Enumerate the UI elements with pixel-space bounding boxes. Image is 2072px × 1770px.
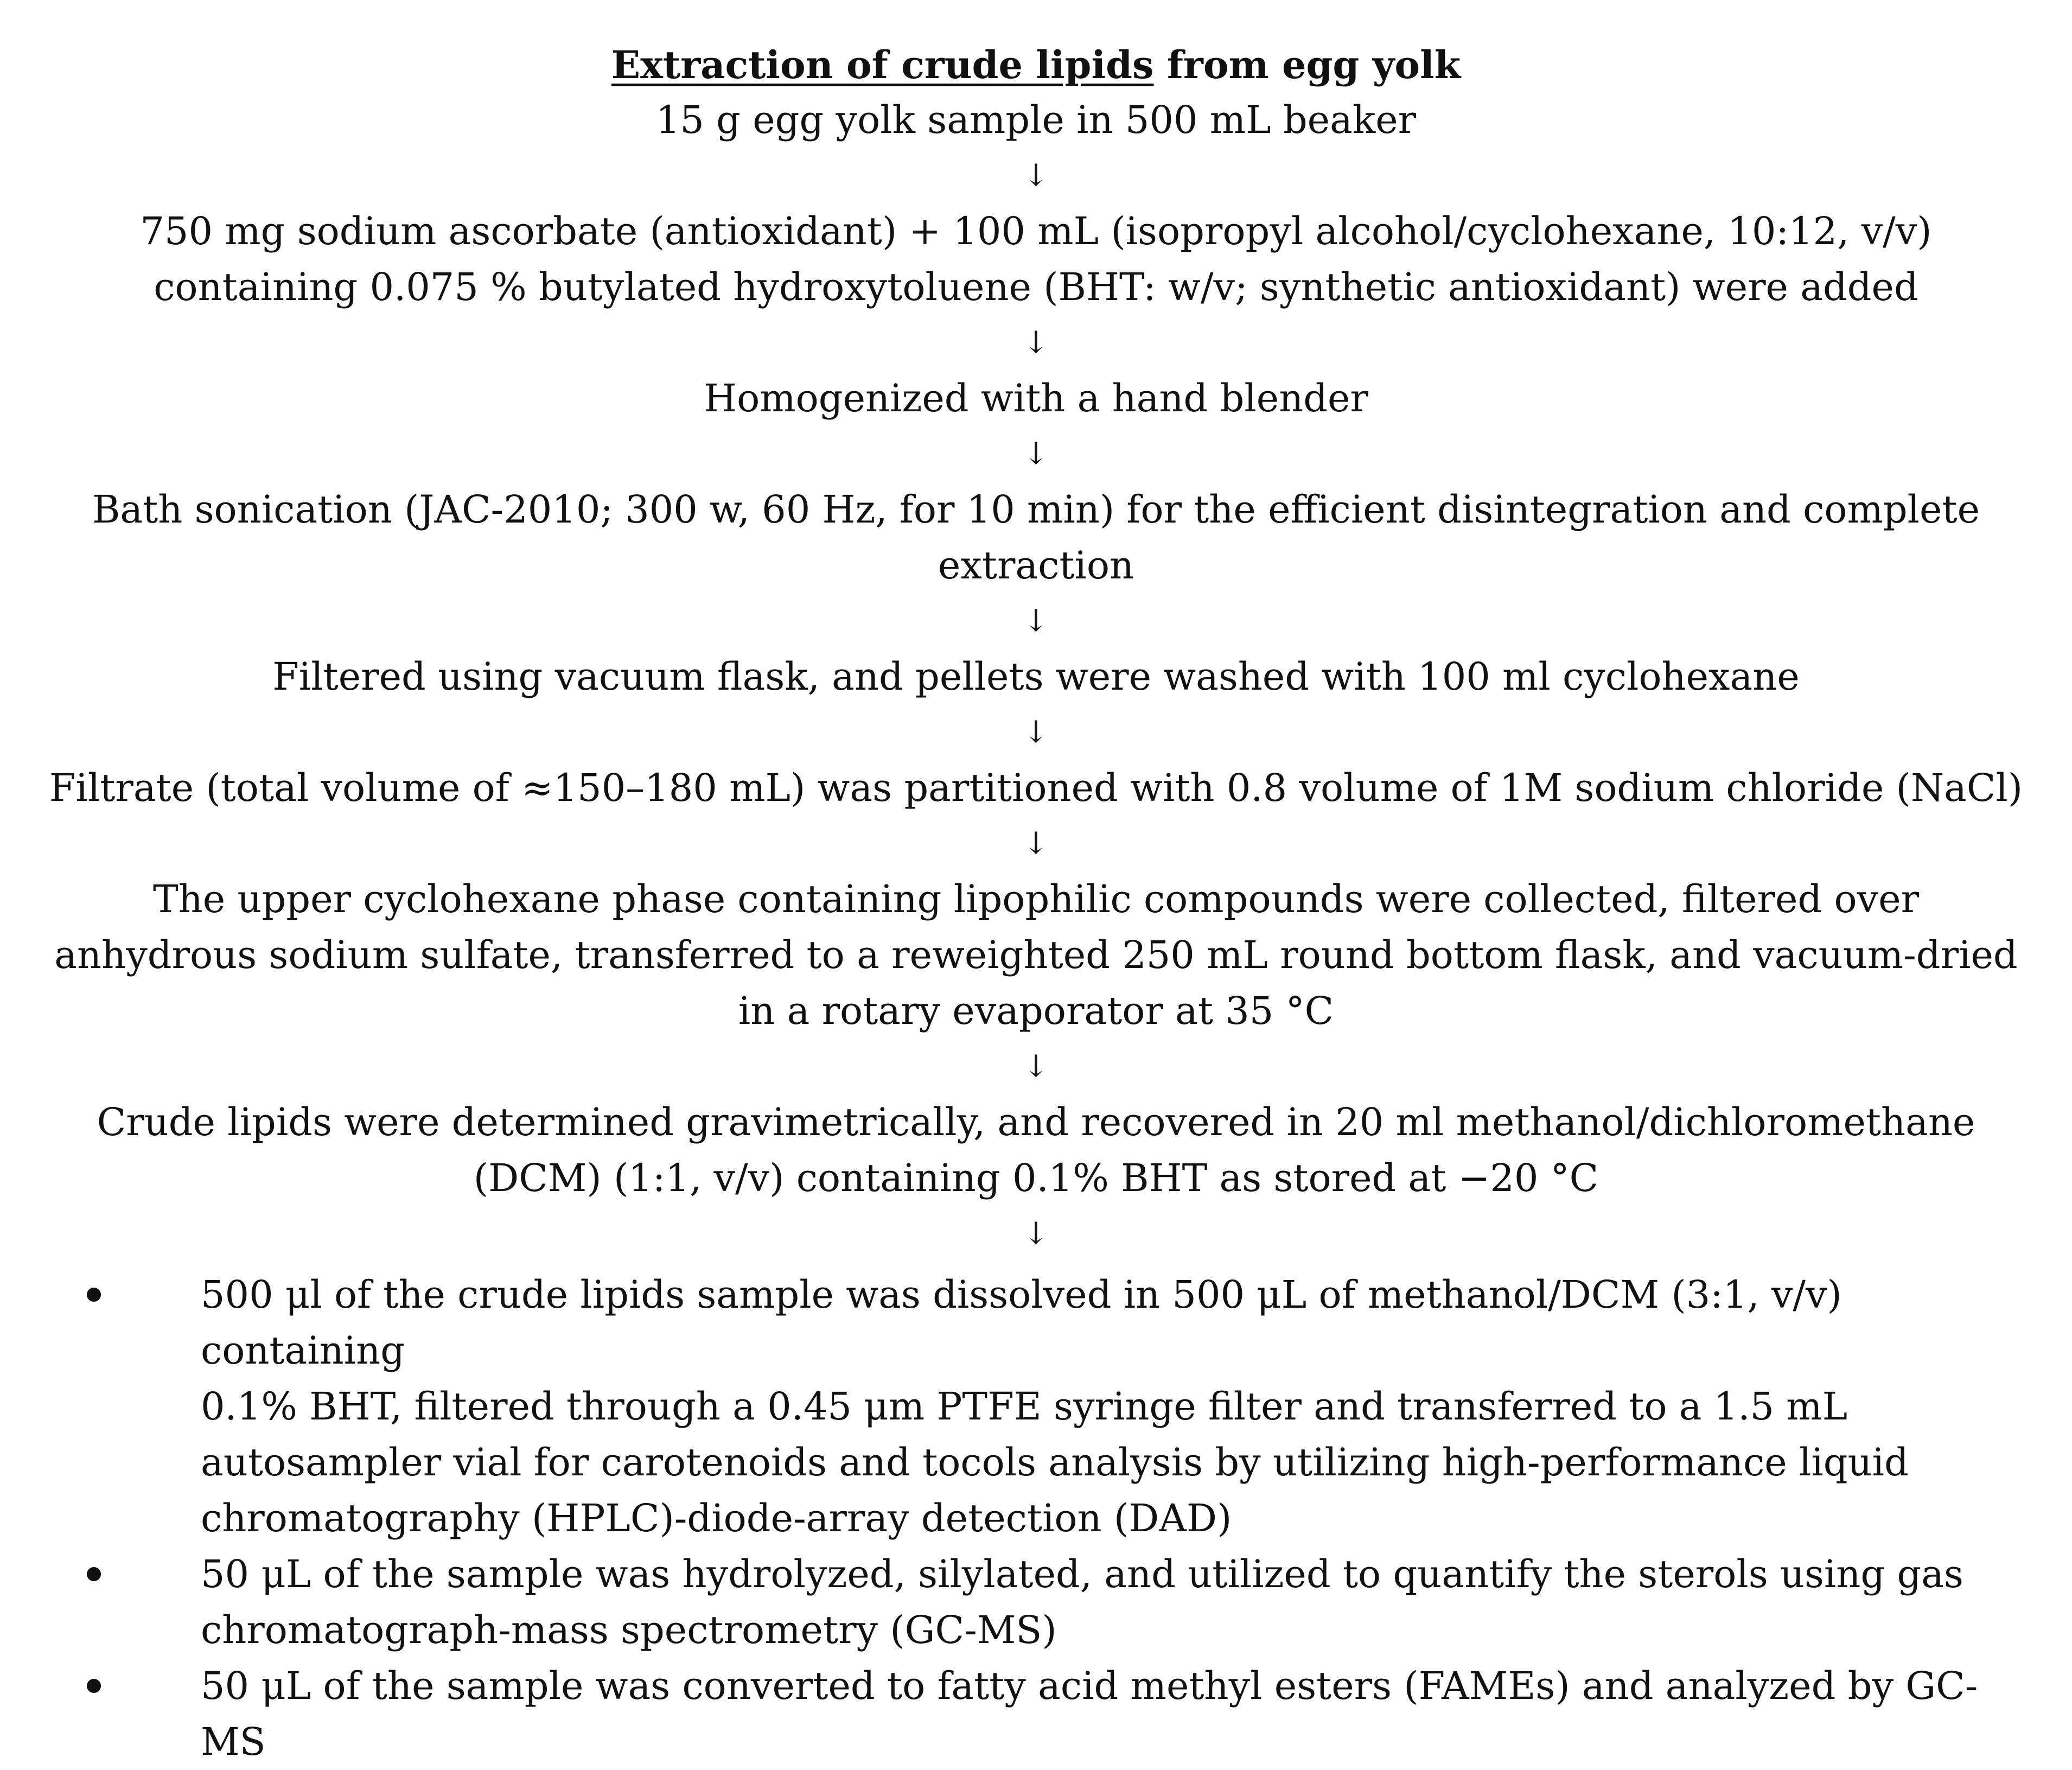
title-rest: from egg yolk [1153,42,1461,87]
down-arrow-icon: ↓ [1023,158,1049,193]
step-sample: 15 g egg yolk sample in 500 mL beaker [655,98,1417,142]
analysis-list [76,1267,2040,1770]
list-item [76,1267,2040,1546]
down-arrow-icon: ↓ [1023,1216,1049,1251]
flowchart [0,38,2072,1262]
down-arrow-icon: ↓ [1023,436,1049,472]
step-add-antioxidants: 750 mg sodium ascorbate (antioxidant) + 100 mL (isopropyl alcohol/cyclohexane, 10:12, v/v) containing 0.075 % butylated hydroxytoluene (BHT: w/v; synthetic antioxidant) were added [140,209,1932,309]
down-arrow-icon: ↓ [1023,715,1049,750]
flowchart-title [0,38,2072,92]
bullet-text-sterols: 50 μL of the sample was hydrolyzed, silylated, and utilized to quantify the sterols using gas chromatograph-mass spectrometry (GC-MS) [201,1552,1963,1652]
step-filter: Filtered using vacuum flask, and pellets were washed with 100 ml cyclohexane [272,654,1800,699]
bullet-icon [87,1679,101,1693]
list-item [76,1546,2040,1658]
down-arrow-icon: ↓ [1023,325,1049,360]
list-item [76,1658,2040,1770]
step-crude-lipids: Crude lipids were determined gravimetrically, and recovered in 20 ml methanol/dichloromethane (DCM) (1:1, v/v) containing 0.1% BHT as stored at −20 °C [97,1100,1975,1200]
down-arrow-icon: ↓ [1023,826,1049,861]
step-sonication: Bath sonication (JAC-2010; 300 w, 60 Hz, for 10 min) for the efficient disintegration and complete extraction [92,487,1980,588]
title-underlined: Extraction of crude lipids [611,42,1154,87]
bullet-icon [87,1288,101,1302]
step-partition: Filtrate (total volume of ≈150–180 mL) was partitioned with 0.8 volume of 1M sodium chloride (NaCl) [49,766,2023,810]
step-collect-dry: The upper cyclohexane phase containing lipophilic compounds were collected, filtered over anhydrous sodium sulfate, transferred to a reweighted 250 mL round bottom flask, and vacuum-dried in a rotary evaporator at 35 °C [54,877,2018,1033]
bullet-text-hplc: 500 μl of the crude lipids sample was dissolved in 500 μL of methanol/DCM (3:1, v/v) containing 0.1% BHT, filtered through a 0.45 μm PTFE syringe filter and transferred to a 1.5 mL autosampler vial for carotenoids and tocols analysis by utilizing high-performance liquid chromatography (HPLC)-diode-array detection (DAD) [201,1272,1909,1540]
down-arrow-icon: ↓ [1023,603,1049,639]
bullet-text-fames: 50 μL of the sample was converted to fatty acid methyl esters (FAMEs) and analyzed by GC-MS [201,1664,1978,1764]
step-homogenize: Homogenized with a hand blender [704,376,1368,421]
down-arrow-icon: ↓ [1023,1049,1049,1084]
bullet-icon [87,1567,101,1581]
